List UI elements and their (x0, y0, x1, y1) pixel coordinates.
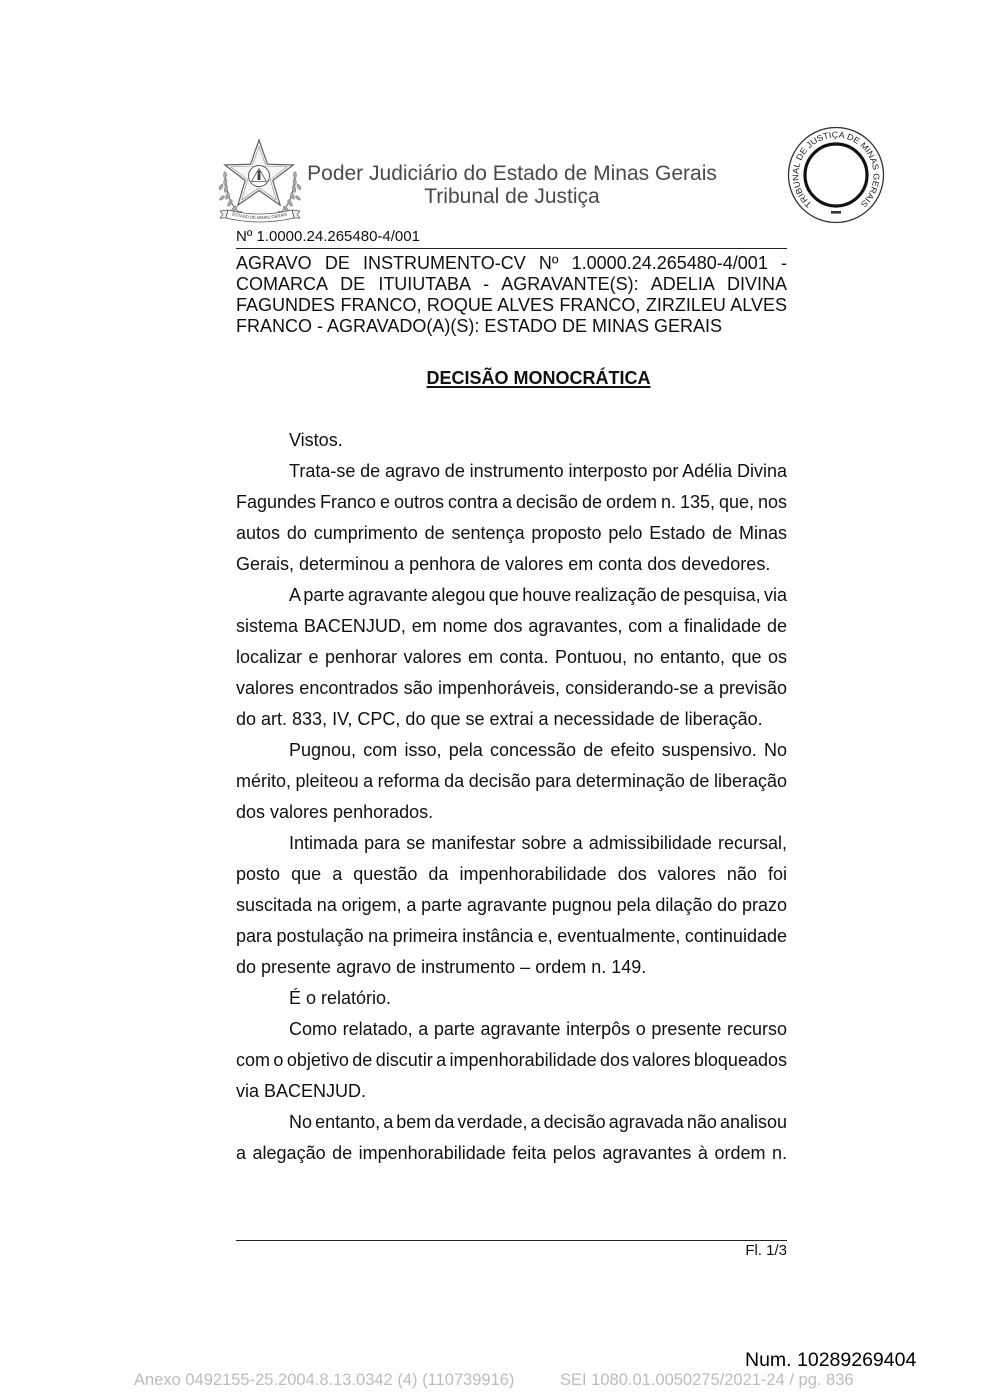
document-number: Num. 10289269404 (745, 1349, 917, 1371)
court-name: Tribunal de Justiça (424, 184, 600, 208)
text-line: Fagundes Franco e outros contra a decisão de ordem n. 135, que, nos (236, 491, 787, 512)
caption-line: AGRAVO DE INSTRUMENTO-CV Nº 1.0000.24.265480-4/001 - (236, 252, 787, 273)
text-line: para postulação na primeira instância e, eventualmente, continuidade (236, 925, 787, 946)
header-divider (236, 248, 787, 249)
paragraph (236, 425, 787, 456)
text-line: localizar e penhorar valores em conta. Pontuou, no entanto, que os (236, 646, 787, 667)
text-line: Gerais, determinou a penhora de valores em conta dos devedores. (236, 553, 771, 574)
decision-body (236, 425, 787, 1169)
caption-line: FAGUNDES FRANCO, ROQUE ALVES FRANCO, ZIRZILEU ALVES (236, 294, 787, 315)
caption-line: COMARCA DE ITUIUTABA - AGRAVANTE(S): ADELIA DIVINA (236, 273, 787, 294)
document-title (290, 366, 787, 390)
case-caption (236, 253, 787, 337)
text-line: a alegação de impenhorabilidade feita pelos agravantes à ordem n. (236, 1142, 787, 1163)
annex-stamp: Anexo 0492155-25.2004.8.13.0342 (4) (110739916) (134, 1370, 515, 1389)
text-line: Como relatado, a parte agravante interpôs o presente recurso (289, 1018, 787, 1039)
process-number: Nº 1.0000.24.265480-4/001 (236, 227, 420, 245)
text-line: via BACENJUD. (236, 1080, 367, 1101)
text-line: com o objetivo de discutir a impenhorabilidade dos valores bloqueados (236, 1049, 787, 1070)
paragraph (236, 1014, 787, 1107)
text-line: do art. 833, IV, CPC, do que se extrai a necessidade de liberação. (236, 708, 763, 729)
sei-stamp: SEI 1080.01.0050275/2021-24 / pg. 836 (560, 1370, 854, 1389)
text-line: É o relatório. (289, 987, 392, 1008)
paragraph (236, 456, 787, 580)
text-line: Intimada para se manifestar sobre a admissibilidade recursal, (289, 832, 787, 853)
text-line: dos valores penhorados. (236, 801, 434, 822)
paragraph (236, 580, 787, 735)
paragraph (236, 735, 787, 828)
seal-text: TRIBUNAL DE JUSTIÇA DE MINAS GERAIS (790, 129, 882, 210)
paragraph (236, 828, 787, 983)
text-line: mérito, pleiteou a reforma da decisão para determinação de liberação (236, 770, 787, 791)
text-line: Vistos. (289, 429, 343, 450)
text-line: do presente agravo de instrumento – ordem n. 149. (236, 956, 647, 977)
institution-header (262, 162, 762, 208)
text-line: sistema BACENJUD, em nome dos agravantes, com a finalidade de (236, 615, 787, 636)
seal-mark (831, 211, 841, 214)
document-title-text: DECISÃO MONOCRÁTICA (426, 368, 651, 388)
paragraph (236, 983, 787, 1014)
text-line: suscitada na origem, a parte agravante pugnou pela dilação do prazo (236, 894, 787, 915)
paragraph (236, 1107, 787, 1169)
text-line: A parte agravante alegou que houve realização de pesquisa, via (289, 584, 787, 605)
caption-line: FRANCO - AGRAVADO(A)(S): ESTADO DE MINAS GERAIS (236, 315, 723, 336)
text-line: autos do cumprimento de sentença proposto pelo Estado de Minas (236, 522, 787, 543)
coat-of-arms-ribbon-text: ESTADO DE MINAS GERAIS (231, 211, 288, 221)
court-seal-icon (786, 125, 886, 225)
text-line: Pugnou, com isso, pela concessão de efeito suspensivo. No (289, 739, 787, 760)
sheet-number: Fl. 1/3 (745, 1241, 787, 1259)
text-line: posto que a questão da impenhorabilidade dos valores não foi (236, 863, 787, 884)
institution-name: Poder Judiciário do Estado de Minas Gerais (307, 161, 717, 185)
coat-of-arms-ribbon (220, 210, 300, 222)
text-line: Trata-se de agravo de instrumento interposto por Adélia Divina (289, 460, 787, 481)
text-line: No entanto, a bem da verdade, a decisão agravada não analisou (289, 1111, 787, 1132)
text-line: valores encontrados são impenhoráveis, considerando-se a previsão (236, 677, 787, 698)
